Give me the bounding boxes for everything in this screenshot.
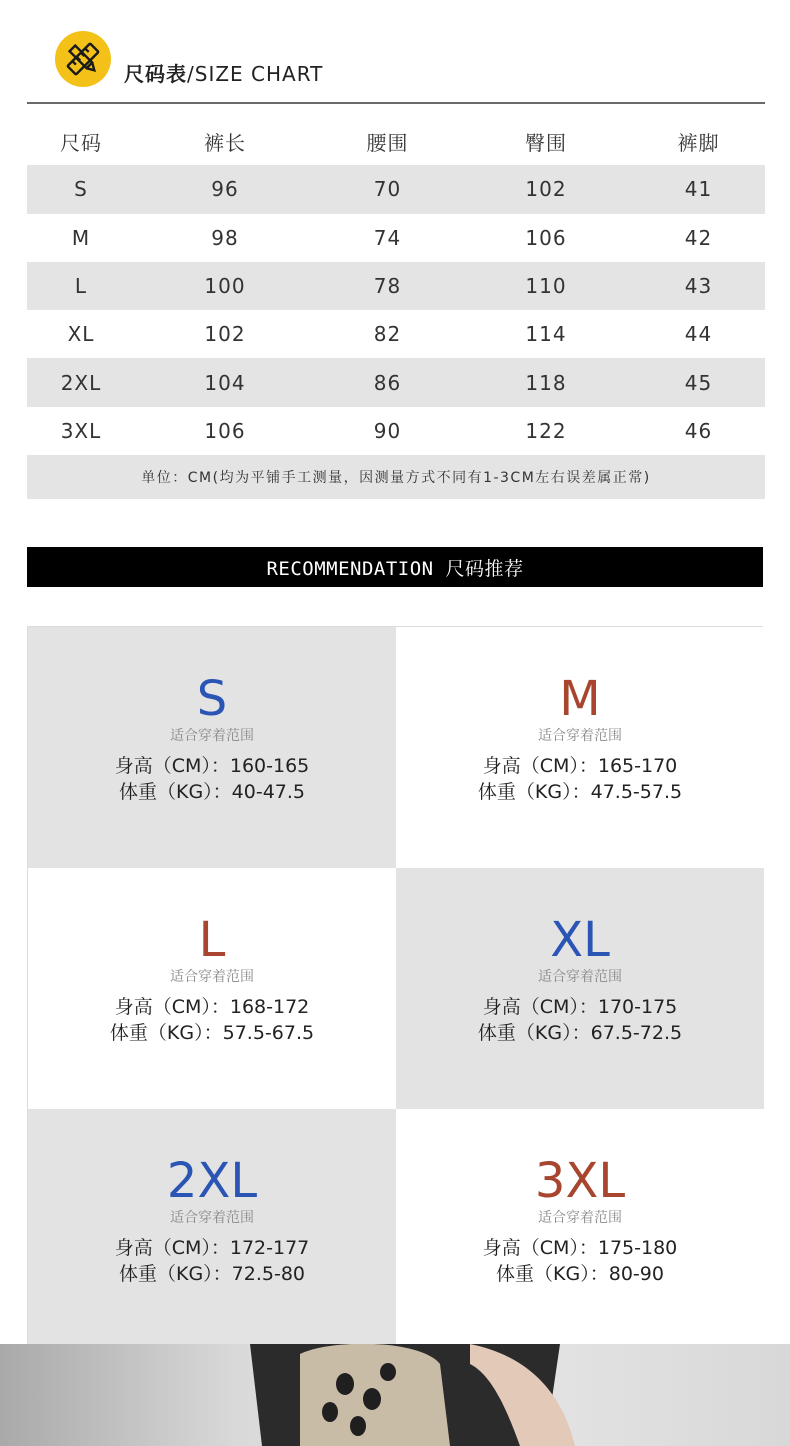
table-cell: 82 <box>373 322 402 347</box>
height-range: 身高（CM）：165-170 <box>482 755 678 777</box>
table-cell: 106 <box>204 418 246 443</box>
table-cell: L <box>74 274 88 299</box>
ruler-pencil-icon <box>55 31 111 87</box>
table-cell: 122 <box>525 418 567 443</box>
size-letter: 3XL <box>534 1153 626 1209</box>
table-cell: 118 <box>525 370 567 395</box>
range-label: 适合穿着范围 <box>538 728 622 744</box>
range-label: 适合穿着范围 <box>170 728 254 744</box>
recommendation-grid <box>27 626 763 1346</box>
size-card-l <box>28 868 396 1109</box>
size-letter: S <box>196 671 228 727</box>
table-cell: 100 <box>204 274 246 299</box>
weight-range: 体重（KG）：72.5-80 <box>118 1263 306 1285</box>
column-header: 臀围 <box>525 130 567 155</box>
table-cell: 41 <box>684 177 713 202</box>
range-label: 适合穿着范围 <box>170 969 254 985</box>
table-row <box>27 214 765 262</box>
table-cell: S <box>74 177 88 202</box>
height-range: 身高（CM）：175-180 <box>482 1237 678 1259</box>
table-header-row <box>27 117 765 165</box>
column-header: 裤脚 <box>677 130 720 155</box>
height-range: 身高（CM）：170-175 <box>482 996 678 1018</box>
column-header: 腰围 <box>366 130 409 155</box>
height-range: 身高（CM）：168-172 <box>114 996 310 1018</box>
range-label: 适合穿着范围 <box>538 1210 622 1226</box>
table-cell: 90 <box>373 418 402 443</box>
table-cell: 78 <box>373 274 402 299</box>
size-letter: M <box>559 671 601 727</box>
size-chart-header <box>0 0 790 104</box>
table-cell: 46 <box>684 418 713 443</box>
size-table <box>27 117 765 455</box>
column-header: 尺码 <box>60 130 102 155</box>
table-cell: 44 <box>684 322 713 347</box>
height-range: 身高（CM）：172-177 <box>114 1237 310 1259</box>
title-cn: 尺码表 <box>124 62 187 86</box>
table-row <box>27 310 765 358</box>
table-cell: XL <box>67 322 95 347</box>
table-cell: 110 <box>525 274 567 299</box>
weight-range: 体重（KG）：67.5-72.5 <box>477 1022 683 1044</box>
size-letter: XL <box>550 912 610 968</box>
table-row <box>27 165 765 213</box>
table-cell: 102 <box>204 322 246 347</box>
recommendation-title: RECOMMENDATION 尺码推荐 <box>27 547 763 587</box>
weight-range: 体重（KG）：47.5-57.5 <box>477 781 683 803</box>
table-cell: 114 <box>525 322 567 347</box>
product-photo <box>0 1344 790 1446</box>
table-cell: 102 <box>525 177 567 202</box>
size-letter: L <box>198 912 226 968</box>
table-cell: 70 <box>373 177 402 202</box>
table-cell: 2XL <box>60 370 102 395</box>
table-cell: 45 <box>684 370 713 395</box>
size-card-s <box>28 627 396 868</box>
title-separator: / <box>187 62 195 86</box>
product-photo-art <box>0 1344 790 1446</box>
weight-range: 体重（KG）：80-90 <box>496 1263 664 1285</box>
size-letter: 2XL <box>166 1153 258 1209</box>
table-cell: 74 <box>373 225 402 250</box>
table-row <box>27 262 765 310</box>
title-en: SIZE CHART <box>194 62 324 86</box>
size-card-m <box>396 627 764 868</box>
size-card-xl <box>396 868 764 1109</box>
size-card-2xl <box>28 1109 396 1350</box>
header-divider <box>27 102 765 104</box>
table-cell: M <box>71 225 91 250</box>
table-cell: 96 <box>211 177 239 202</box>
weight-range: 体重（KG）：40-47.5 <box>118 781 306 803</box>
table-cell: 43 <box>684 274 713 299</box>
weight-range: 体重（KG）：57.5-67.5 <box>109 1022 315 1044</box>
range-label: 适合穿着范围 <box>170 1210 254 1226</box>
table-cell: 42 <box>684 225 713 250</box>
page-title <box>124 58 323 87</box>
column-header: 裤长 <box>204 130 246 155</box>
table-cell: 98 <box>211 225 239 250</box>
table-cell: 86 <box>373 370 402 395</box>
range-label: 适合穿着范围 <box>538 969 622 985</box>
size-card-3xl <box>396 1109 764 1350</box>
table-cell: 104 <box>204 370 246 395</box>
table-row <box>27 407 765 455</box>
height-range: 身高（CM）：160-165 <box>114 755 310 777</box>
measurement-note: 单位：CM(均为平铺手工测量，因测量方式不同有1-3CM左右误差属正常) <box>27 455 765 499</box>
table-cell: 106 <box>525 225 567 250</box>
table-row <box>27 358 765 406</box>
table-cell: 3XL <box>60 418 102 443</box>
